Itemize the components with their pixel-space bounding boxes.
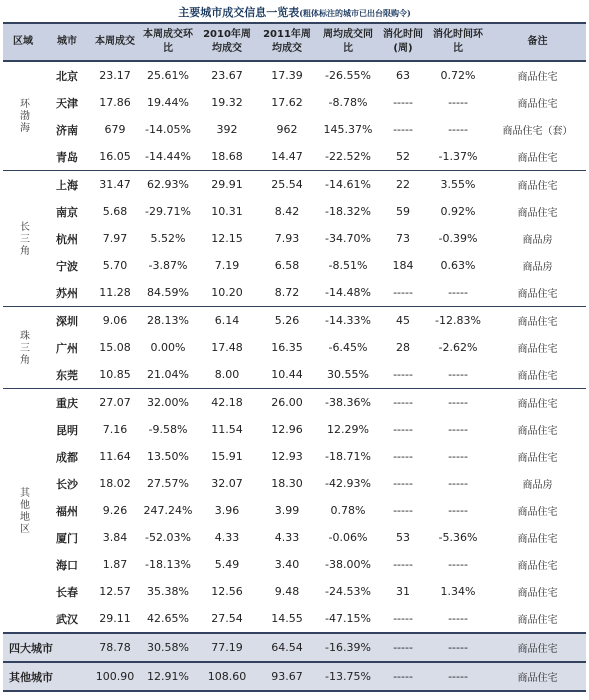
value-cell: -22.52% — [325, 150, 371, 163]
value-cell: -14.44% — [145, 150, 191, 163]
value-cell: -8.51% — [328, 259, 368, 272]
value-cell: 29.11 — [99, 612, 131, 625]
value-cell: 3.40 — [274, 558, 300, 571]
table-row — [3, 334, 586, 361]
city-cell: 天津 — [56, 96, 78, 110]
note-cell: 商品住宅 — [517, 615, 558, 626]
value-cell: 31.47 — [91, 171, 139, 199]
value-cell: 0.63% — [440, 259, 476, 272]
value-cell: 11.54 — [211, 423, 243, 436]
city-cell: 青岛 — [56, 150, 78, 164]
value-cell: 18.02 — [99, 477, 131, 490]
table-row — [3, 61, 586, 89]
value-cell: 17.39 — [257, 61, 317, 89]
value-cell: 42.65% — [147, 612, 189, 625]
value-cell: ----- — [448, 423, 468, 436]
city-cell: 海口 — [56, 558, 78, 572]
value-cell: 84.59% — [147, 286, 189, 299]
note-cell: 商品住宅 — [489, 633, 586, 662]
city-cell: 深圳 — [43, 307, 91, 335]
note-cell: 商品房 — [522, 235, 553, 246]
value-cell: 3.96 — [214, 504, 240, 517]
value-cell: 0.72% — [427, 61, 489, 89]
table-row — [3, 551, 586, 578]
value-cell: ----- — [448, 477, 468, 490]
city-cell: 上海 — [43, 171, 91, 199]
note-cell: 商品住宅 — [517, 153, 558, 164]
value-cell: 7.16 — [102, 423, 128, 436]
city-cell: 厦门 — [56, 531, 78, 545]
table-row — [3, 605, 586, 633]
city-cell: 南京 — [56, 205, 78, 219]
note-cell: 商品住宅 — [489, 389, 586, 417]
value-cell: -8.78% — [328, 96, 368, 109]
table-row — [3, 524, 586, 551]
value-cell: 5.68 — [102, 205, 128, 218]
value-cell: ----- — [448, 450, 468, 463]
table-row — [3, 389, 586, 417]
value-cell: ----- — [427, 662, 489, 691]
city-cell: 东莞 — [56, 368, 78, 382]
value-cell: 9.06 — [91, 307, 139, 335]
value-cell: 10.85 — [99, 368, 131, 381]
value-cell: -14.05% — [145, 123, 191, 136]
value-cell: -0.06% — [328, 531, 368, 544]
value-cell: 16.35 — [271, 341, 303, 354]
value-cell: 4.33 — [214, 531, 240, 544]
value-cell: -16.39% — [317, 633, 379, 662]
value-cell: -2.62% — [438, 341, 478, 354]
region-label: 其他地区 — [3, 389, 43, 634]
value-cell: ----- — [448, 368, 468, 381]
value-cell: 12.93 — [271, 450, 303, 463]
value-cell: 12.96 — [271, 423, 303, 436]
city-cell: 福州 — [56, 504, 78, 518]
value-cell: ----- — [393, 477, 413, 490]
value-cell: 11.28 — [99, 286, 131, 299]
value-cell: 29.91 — [197, 171, 257, 199]
value-cell: 5.26 — [257, 307, 317, 335]
value-cell: ----- — [393, 123, 413, 136]
city-cell: 济南 — [56, 123, 78, 137]
value-cell: -9.58% — [148, 423, 188, 436]
note-cell: 商品住宅 — [517, 208, 558, 219]
value-cell: 14.47 — [271, 150, 303, 163]
note-cell: 商品住宅 — [489, 61, 586, 89]
note-cell: 商品住宅（套） — [502, 126, 573, 137]
value-cell: 108.60 — [197, 662, 257, 691]
value-cell: 8.42 — [274, 205, 300, 218]
city-cell: 苏州 — [56, 286, 78, 300]
value-cell: ----- — [393, 96, 413, 109]
value-cell: 10.31 — [211, 205, 243, 218]
note-cell: 商品住宅 — [517, 588, 558, 599]
value-cell: 32.00% — [139, 389, 197, 417]
value-cell: 26.00 — [257, 389, 317, 417]
value-cell: ----- — [393, 423, 413, 436]
table-body — [3, 61, 586, 691]
value-cell: 23.17 — [91, 61, 139, 89]
column-header: 城市 — [43, 23, 91, 61]
city-cell: 北京 — [43, 61, 91, 89]
value-cell: 19.44% — [147, 96, 189, 109]
value-cell: 12.91% — [139, 662, 197, 691]
value-cell: 23.67 — [197, 61, 257, 89]
note-cell: 商品房 — [522, 262, 553, 273]
value-cell: 14.55 — [271, 612, 303, 625]
value-cell: 1.87 — [102, 558, 128, 571]
column-header: 区域 — [3, 23, 43, 61]
value-cell: -34.70% — [325, 232, 371, 245]
city-cell: 长沙 — [56, 477, 78, 491]
value-cell: -52.03% — [145, 531, 191, 544]
value-cell: ----- — [393, 450, 413, 463]
note-cell: 商品住宅 — [517, 426, 558, 437]
value-cell: 25.61% — [139, 61, 197, 89]
value-cell: 10.44 — [271, 368, 303, 381]
value-cell: 5.52% — [150, 232, 186, 245]
value-cell: 77.19 — [197, 633, 257, 662]
table-row — [3, 143, 586, 171]
value-cell: ----- — [448, 504, 468, 517]
value-cell: 15.91 — [211, 450, 243, 463]
value-cell: 7.93 — [274, 232, 300, 245]
table-row — [3, 198, 586, 225]
total-label: 四大城市 — [3, 633, 91, 662]
table-row — [3, 416, 586, 443]
value-cell: -38.00% — [325, 558, 371, 571]
value-cell: ----- — [448, 286, 468, 299]
value-cell: ----- — [393, 368, 413, 381]
value-cell: 5.49 — [214, 558, 240, 571]
note-cell: 商品住宅 — [517, 453, 558, 464]
value-cell: 12.57 — [99, 585, 131, 598]
note-cell: 商品住宅 — [517, 289, 558, 300]
value-cell: 9.26 — [102, 504, 128, 517]
value-cell: 100.90 — [91, 662, 139, 691]
column-header: 消化时间环比 — [427, 23, 489, 61]
value-cell: 12.15 — [211, 232, 243, 245]
total-label: 其他城市 — [3, 662, 91, 691]
note-cell: 商品住宅 — [517, 507, 558, 518]
value-cell: 73 — [396, 232, 410, 245]
note-cell: 商品住宅 — [517, 99, 558, 110]
value-cell: 31 — [396, 585, 410, 598]
value-cell: ----- — [393, 558, 413, 571]
value-cell: 64.54 — [257, 633, 317, 662]
value-cell: -14.48% — [325, 286, 371, 299]
value-cell: 3.55% — [427, 171, 489, 199]
total-row — [3, 633, 586, 662]
value-cell: -24.53% — [325, 585, 371, 598]
city-cell: 武汉 — [56, 612, 78, 626]
value-cell: 18.30 — [271, 477, 303, 490]
value-cell: 12.56 — [211, 585, 243, 598]
note-cell: 商品住宅 — [489, 171, 586, 199]
value-cell: 21.04% — [147, 368, 189, 381]
value-cell: 7.97 — [102, 232, 128, 245]
value-cell: 59 — [396, 205, 410, 218]
value-cell: ----- — [448, 558, 468, 571]
value-cell: -26.55% — [317, 61, 379, 89]
region-label: 珠三角 — [3, 307, 43, 389]
table-row — [3, 116, 586, 143]
value-cell: 35.38% — [147, 585, 189, 598]
value-cell: -1.37% — [438, 150, 478, 163]
table-row — [3, 497, 586, 524]
table-row — [3, 225, 586, 252]
value-cell: -47.15% — [325, 612, 371, 625]
value-cell: 145.37% — [323, 123, 373, 136]
table-subtitle: (粗体标注的城市已出台限购令) — [299, 8, 411, 18]
note-cell: 商品住宅 — [489, 662, 586, 691]
value-cell: 17.62 — [271, 96, 303, 109]
value-cell: -12.83% — [427, 307, 489, 335]
value-cell: 28.13% — [139, 307, 197, 335]
city-cell: 长春 — [56, 585, 78, 599]
value-cell: -3.87% — [148, 259, 188, 272]
value-cell: 27.54 — [211, 612, 243, 625]
column-header: 2010年周均成交 — [197, 23, 257, 61]
value-cell: 17.48 — [211, 341, 243, 354]
value-cell: ----- — [379, 662, 427, 691]
column-header: 本周成交环比 — [139, 23, 197, 61]
value-cell: 5.70 — [102, 259, 128, 272]
value-cell: 184 — [392, 259, 414, 272]
value-cell: ----- — [393, 612, 413, 625]
value-cell: -13.75% — [317, 662, 379, 691]
value-cell: -18.32% — [325, 205, 371, 218]
value-cell: ----- — [379, 389, 427, 417]
value-cell: -18.71% — [325, 450, 371, 463]
value-cell: -0.39% — [438, 232, 478, 245]
table-row — [3, 89, 586, 116]
column-header: 2011年周均成交 — [257, 23, 317, 61]
value-cell: 3.99 — [274, 504, 300, 517]
city-cell: 广州 — [56, 341, 78, 355]
value-cell: 30.58% — [139, 633, 197, 662]
table-row — [3, 470, 586, 497]
value-cell: 8.72 — [274, 286, 300, 299]
value-cell: ----- — [393, 286, 413, 299]
value-cell: 78.78 — [91, 633, 139, 662]
table-row — [3, 252, 586, 279]
note-cell: 商品住宅 — [517, 534, 558, 545]
value-cell: 30.55% — [327, 368, 369, 381]
column-header: 本周成交 — [91, 23, 139, 61]
value-cell: 63 — [379, 61, 427, 89]
column-header: 周均成交同比 — [317, 23, 379, 61]
value-cell: -38.36% — [317, 389, 379, 417]
value-cell: 10.20 — [211, 286, 243, 299]
value-cell: 6.58 — [274, 259, 300, 272]
column-header: 备注 — [489, 23, 586, 61]
table-row — [3, 361, 586, 389]
value-cell: -14.61% — [317, 171, 379, 199]
note-cell: 商品住宅 — [517, 371, 558, 382]
note-cell: 商品住宅 — [489, 307, 586, 335]
value-cell: 22 — [379, 171, 427, 199]
table-title-text: 主要城市成交信息一览表 — [178, 6, 300, 19]
city-cell: 杭州 — [56, 232, 78, 246]
value-cell: ----- — [427, 633, 489, 662]
value-cell: 679 — [104, 123, 126, 136]
value-cell: 1.34% — [440, 585, 476, 598]
value-cell: -14.33% — [317, 307, 379, 335]
city-transactions-table — [3, 22, 586, 692]
value-cell: 19.32 — [211, 96, 243, 109]
value-cell: ----- — [393, 504, 413, 517]
value-cell: 0.00% — [150, 341, 186, 354]
value-cell: 247.24% — [143, 504, 193, 517]
value-cell: ----- — [448, 123, 468, 136]
value-cell: ----- — [379, 633, 427, 662]
table-header-row — [3, 23, 586, 61]
table-row — [3, 171, 586, 199]
value-cell: 8.00 — [214, 368, 240, 381]
value-cell: ----- — [448, 612, 468, 625]
value-cell: 62.93% — [139, 171, 197, 199]
value-cell: 11.64 — [99, 450, 131, 463]
table-row — [3, 307, 586, 335]
table-title — [0, 4, 589, 20]
value-cell: 45 — [379, 307, 427, 335]
table-row — [3, 279, 586, 307]
value-cell: ----- — [427, 389, 489, 417]
note-cell: 商品住宅 — [517, 561, 558, 572]
city-cell: 宁波 — [56, 259, 78, 273]
region-label: 长三角 — [3, 171, 43, 307]
value-cell: 15.08 — [99, 341, 131, 354]
value-cell: 13.50% — [147, 450, 189, 463]
value-cell: 18.68 — [211, 150, 243, 163]
value-cell: 6.14 — [197, 307, 257, 335]
value-cell: 12.29% — [327, 423, 369, 436]
value-cell: 93.67 — [257, 662, 317, 691]
value-cell: -6.45% — [328, 341, 368, 354]
city-cell: 重庆 — [43, 389, 91, 417]
value-cell: -18.13% — [145, 558, 191, 571]
value-cell: 17.86 — [99, 96, 131, 109]
value-cell: 392 — [216, 123, 238, 136]
note-cell: 商品住宅 — [517, 344, 558, 355]
value-cell: 3.84 — [102, 531, 128, 544]
city-cell: 成都 — [56, 450, 78, 464]
value-cell: -5.36% — [438, 531, 478, 544]
value-cell: 27.57% — [147, 477, 189, 490]
table-row — [3, 578, 586, 605]
value-cell: 32.07 — [211, 477, 243, 490]
value-cell: 25.54 — [257, 171, 317, 199]
city-cell: 昆明 — [56, 423, 78, 437]
column-header: 消化时间(周) — [379, 23, 427, 61]
value-cell: 962 — [276, 123, 298, 136]
region-label: 环渤海 — [3, 61, 43, 171]
value-cell: 42.18 — [197, 389, 257, 417]
value-cell: 28 — [396, 341, 410, 354]
value-cell: 9.48 — [274, 585, 300, 598]
value-cell: 4.33 — [274, 531, 300, 544]
value-cell: ----- — [448, 96, 468, 109]
value-cell: 53 — [396, 531, 410, 544]
value-cell: 0.78% — [330, 504, 366, 517]
value-cell: 16.05 — [99, 150, 131, 163]
value-cell: -29.71% — [145, 205, 191, 218]
value-cell: 27.07 — [91, 389, 139, 417]
note-cell: 商品房 — [522, 480, 553, 491]
total-row — [3, 662, 586, 691]
value-cell: 0.92% — [440, 205, 476, 218]
table-row — [3, 443, 586, 470]
value-cell: -42.93% — [325, 477, 371, 490]
value-cell: 52 — [396, 150, 410, 163]
value-cell: 7.19 — [214, 259, 240, 272]
